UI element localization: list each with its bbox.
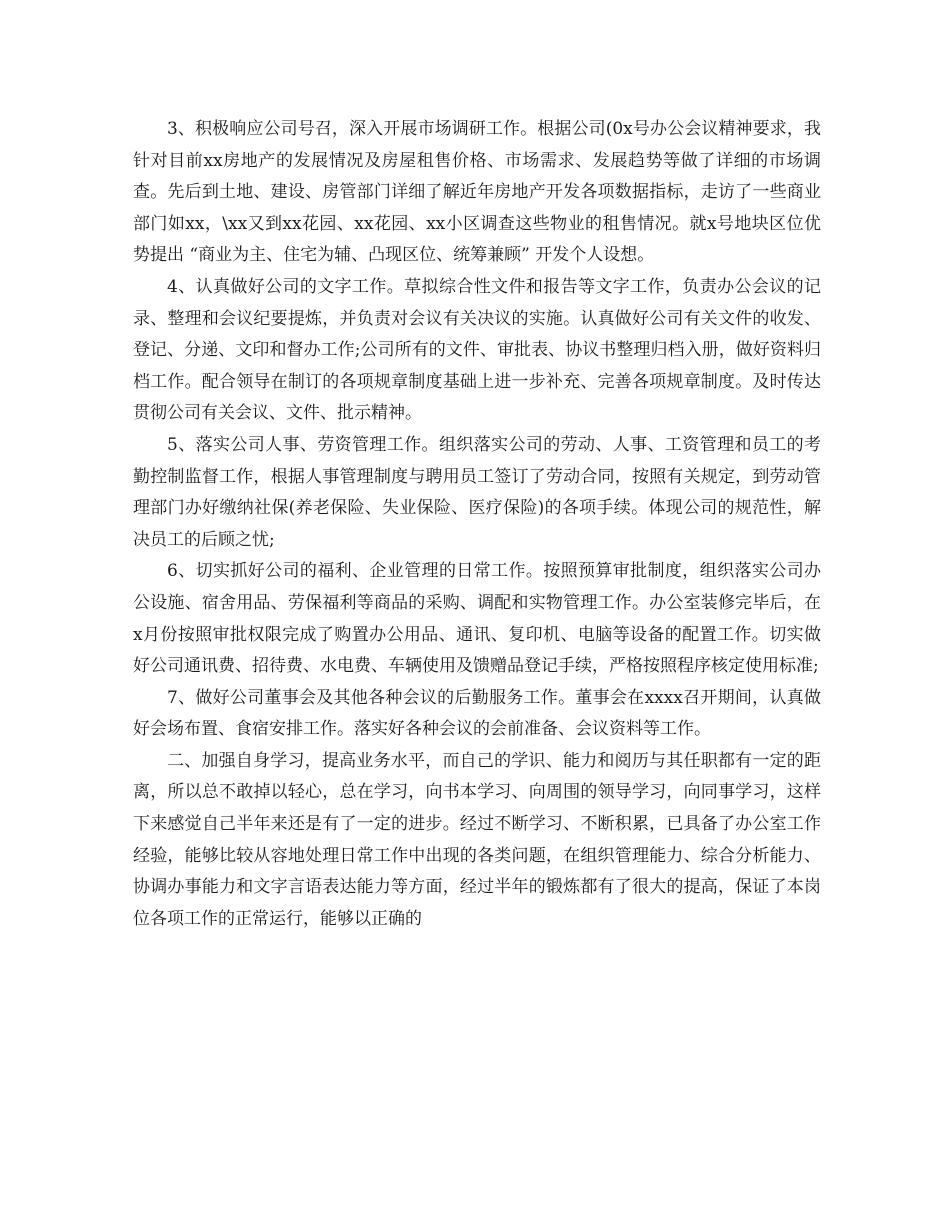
paragraph-writing-work: 4、认真做好公司的文字工作。草拟综合性文件和报告等文字工作，负责办公会议的记录、整理和会议纪要提炼，并负责对会议有关决议的实施。认真做好公司有关文件的收发、登记、分递、文印和督办工作;公司所有的文件、审批表、协议书整理归档入册，做好资料归档工作。配合领导在制订的各项规章制度基础上进一步补充、完善各项规章制度。及时传达贯彻公司有关会议、文件、批示精神。	[133, 276, 821, 424]
paragraph-welfare-management: 6、切实抓好公司的福利、企业管理的日常工作。按照预算审批制度，组织落实公司办公设施、宿舍用品、劳保福利等商品的采购、调配和实物管理工作。办公室装修完毕后，在x月份按照审批权限完成了购置办公用品、通讯、复印机、电脑等设备的配置工作。切实做好公司通讯费、招待费、水电费、车辆使用及馈赠品登记手续，严格按照程序核定使用标准;	[133, 561, 821, 677]
paragraph-personnel-management: 5、落实公司人事、劳资管理工作。组织落实公司的劳动、人事、工资管理和员工的考勤控制监督工作，根据人事管理制度与聘用员工签订了劳动合同，按照有关规定，到劳动管理部门办好缴纳社保(养老保险、失业保险、医疗保险)的各项手续。体现公司的规范性，解决员工的后顾之忧;	[133, 434, 821, 550]
paragraph-self-study: 二、加强自身学习，提高业务水平，而自己的学识、能力和阅历与其任职都有一定的距离，所以总不敢掉以轻心，总在学习，向书本学习、向周围的领导学习，向同事学习，这样下来感觉自己半年来还是有了一定的进步。经过不断学习、不断积累，已具备了办公室工作经验，能够比较从容地处理日常工作中出现的各类问题，在组织管理能力、综合分析能力、协调办事能力和文字言语表达能力等方面，经过半年的锻炼都有了很大的提高，保证了本岗位各项工作的正常运行，能够以正确的	[133, 750, 821, 929]
document-body	[133, 114, 821, 935]
paragraph-board-meetings: 7、做好公司董事会及其他各种会议的后勤服务工作。董事会在xxxx召开期间，认真做好会场布置、食宿安排工作。落实好各种会议的会前准备、会议资料等工作。	[133, 687, 821, 740]
paragraph-market-research: 3、积极响应公司号召，深入开展市场调研工作。根据公司(0x号办公会议精神要求，我针对目前xx房地产的发展情况及房屋租售价格、市场需求、发展趋势等做了详细的市场调查。先后到土地、建设、房管部门详细了解近年房地产开发各项数据指标，走访了一些商业部门如xx，\xx又到xx花园、xx花园、xx小区调查这些物业的租售情况。就x号地块区位优势提出 “商业为主、住宅为辅、凸现区位、统筹兼顾” 开发个人设想。	[133, 119, 821, 266]
